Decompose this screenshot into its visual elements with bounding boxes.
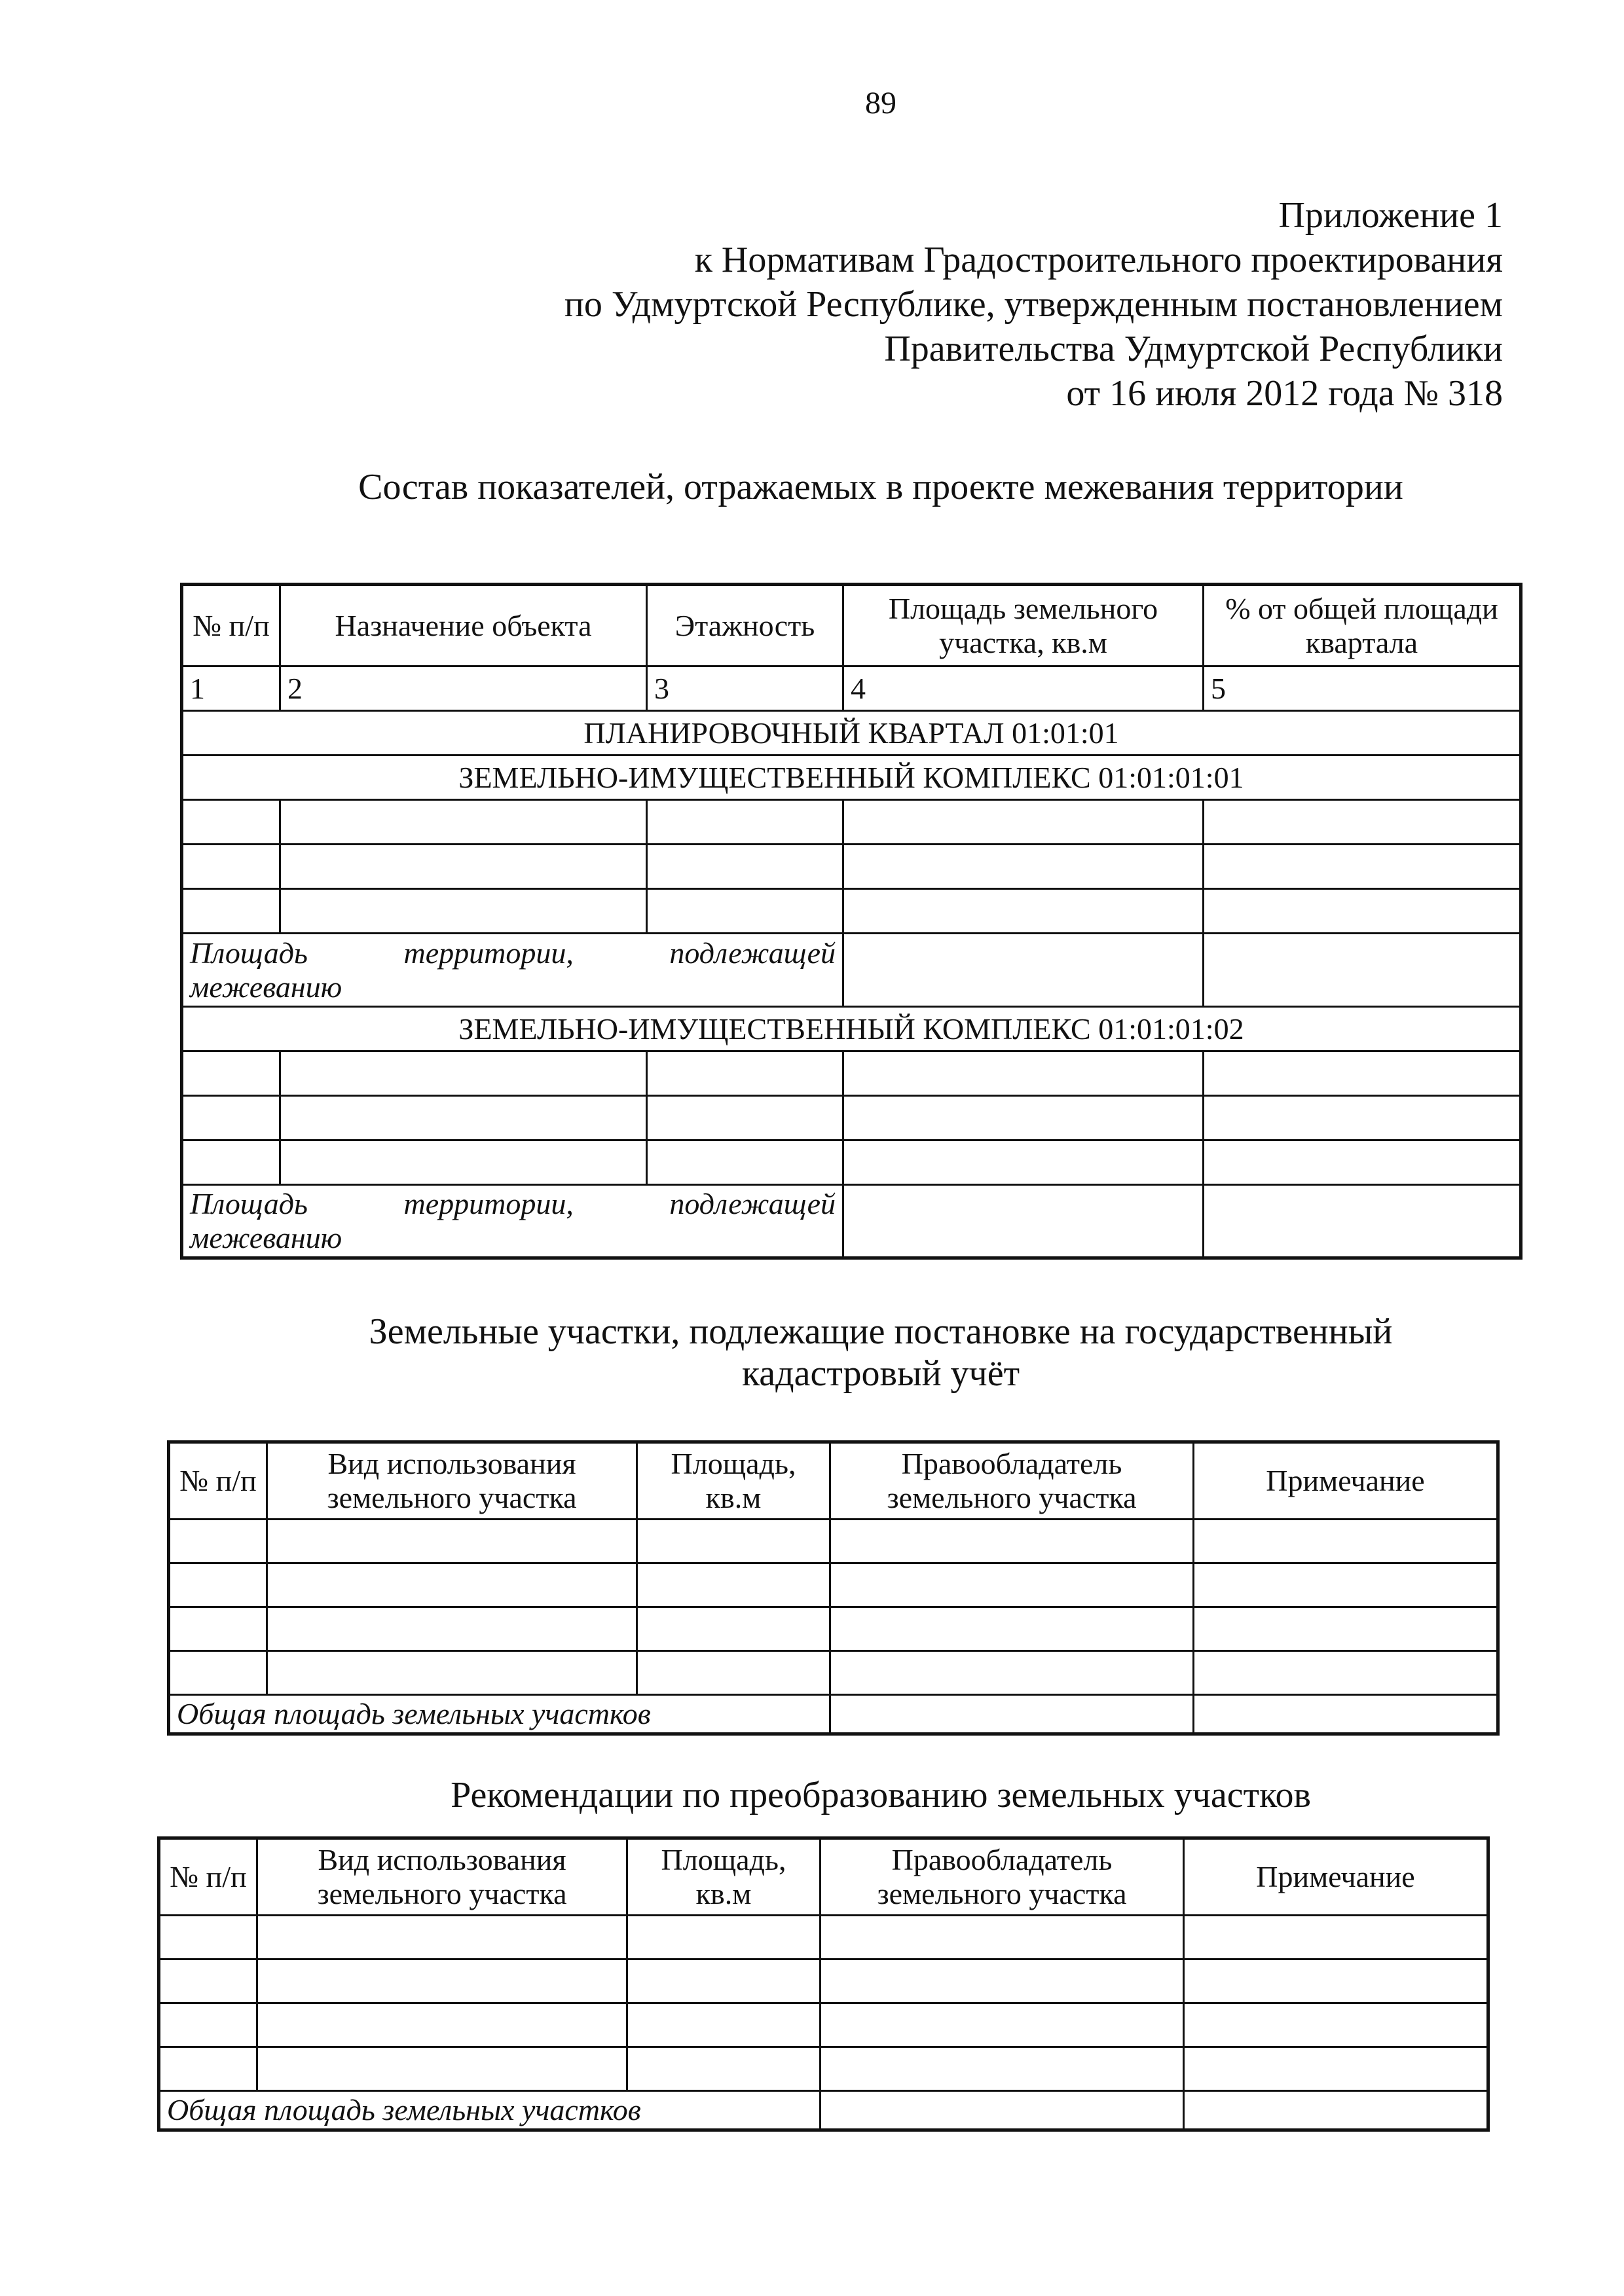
header-floors: Этажность (647, 585, 843, 666)
complex-row: ЗЕМЕЛЬНО-ИМУЩЕСТВЕННЫЙ КОМПЛЕКС 01:01:01:01 (182, 756, 1521, 800)
header-area: Площадь, кв.м (627, 1838, 821, 1916)
total-owner-cell (830, 1695, 1194, 1734)
total-label: Общая площадь земельных участков (169, 1695, 830, 1734)
column-number: 5 (1204, 666, 1521, 711)
table-row (182, 845, 1521, 889)
table1-title: Состав показателей, отражаемых в проекте межевания территории (358, 467, 1403, 507)
header-use: Вид использования земельного участка (257, 1838, 627, 1916)
cadastral-parcels-table (167, 1440, 1500, 1736)
subtotal-label-line: Площадь территории, подлежащей (190, 1187, 836, 1220)
table-row (169, 1520, 1498, 1563)
table-row (169, 1563, 1498, 1607)
complex-row: ЗЕМЕЛЬНО-ИМУЩЕСТВЕННЫЙ КОМПЛЕКС 01:01:01:02 (182, 1007, 1521, 1051)
header-note: Примечание (1194, 1442, 1498, 1520)
table-row (159, 1916, 1488, 1959)
subtotal-percent-cell (1204, 1185, 1521, 1258)
header-purpose: Назначение объекта (280, 585, 647, 666)
subtotal-label-line: межеванию (190, 970, 342, 1004)
subtotal-label-line: Площадь территории, подлежащей (190, 936, 836, 970)
table2-title-line: Земельные участки, подлежащие постановке на государственный (369, 1311, 1393, 1352)
table2-title (0, 1311, 1624, 1394)
quarter-row: ПЛАНИРОВОЧНЫЙ КВАРТАЛ 01:01:01 (182, 711, 1521, 756)
table-row (159, 1959, 1488, 2003)
subtotal-label (182, 1185, 843, 1258)
subtotal-area-cell (843, 1185, 1204, 1258)
subtotal-label (182, 934, 843, 1007)
header-owner: Правообладатель земельного участка (830, 1442, 1194, 1520)
table-row (182, 1096, 1521, 1140)
header-percent: % от общей площади квартала (1204, 585, 1521, 666)
appendix-line: к Нормативам Градостроительного проектирования (694, 240, 1503, 280)
header-num: № п/п (169, 1442, 267, 1520)
column-number: 3 (647, 666, 843, 711)
survey-indicators-table (180, 583, 1522, 1260)
subtotal-label-line: межеванию (190, 1221, 342, 1254)
column-number: 1 (182, 666, 280, 711)
table-row (159, 2047, 1488, 2091)
header-note: Примечание (1184, 1838, 1488, 1916)
total-note-cell (1184, 2091, 1488, 2130)
appendix-line: Приложение 1 (1278, 195, 1503, 236)
page-number: 89 (865, 86, 896, 120)
table3-title: Рекомендации по преобразованию земельных участков (451, 1775, 1311, 1815)
table-row (169, 1651, 1498, 1695)
appendix-line: от 16 июля 2012 года № 318 (1066, 373, 1503, 414)
table-row (159, 2003, 1488, 2047)
header-num: № п/п (182, 585, 280, 666)
appendix-header (564, 193, 1503, 416)
total-label: Общая площадь земельных участков (159, 2091, 821, 2130)
header-area: Площадь земельного участка, кв.м (843, 585, 1204, 666)
header-num: № п/п (159, 1838, 257, 1916)
column-number: 2 (280, 666, 647, 711)
table2-title-line: кадастровый учёт (741, 1353, 1020, 1394)
table-row (182, 889, 1521, 934)
total-owner-cell (821, 2091, 1184, 2130)
header-use: Вид использования земельного участка (267, 1442, 637, 1520)
column-number: 4 (843, 666, 1204, 711)
subtotal-percent-cell (1204, 934, 1521, 1007)
header-owner: Правообладатель земельного участка (821, 1838, 1184, 1916)
total-note-cell (1194, 1695, 1498, 1734)
table-row (182, 1051, 1521, 1096)
appendix-line: Правительства Удмуртской Республики (884, 329, 1503, 369)
parcel-transformation-table (157, 1836, 1490, 2132)
table-row (182, 800, 1521, 845)
subtotal-area-cell (843, 934, 1204, 1007)
appendix-line: по Удмуртской Республике, утвержденным постановлением (564, 284, 1503, 325)
table-row (182, 1140, 1521, 1185)
header-area: Площадь, кв.м (637, 1442, 830, 1520)
table-row (169, 1607, 1498, 1651)
